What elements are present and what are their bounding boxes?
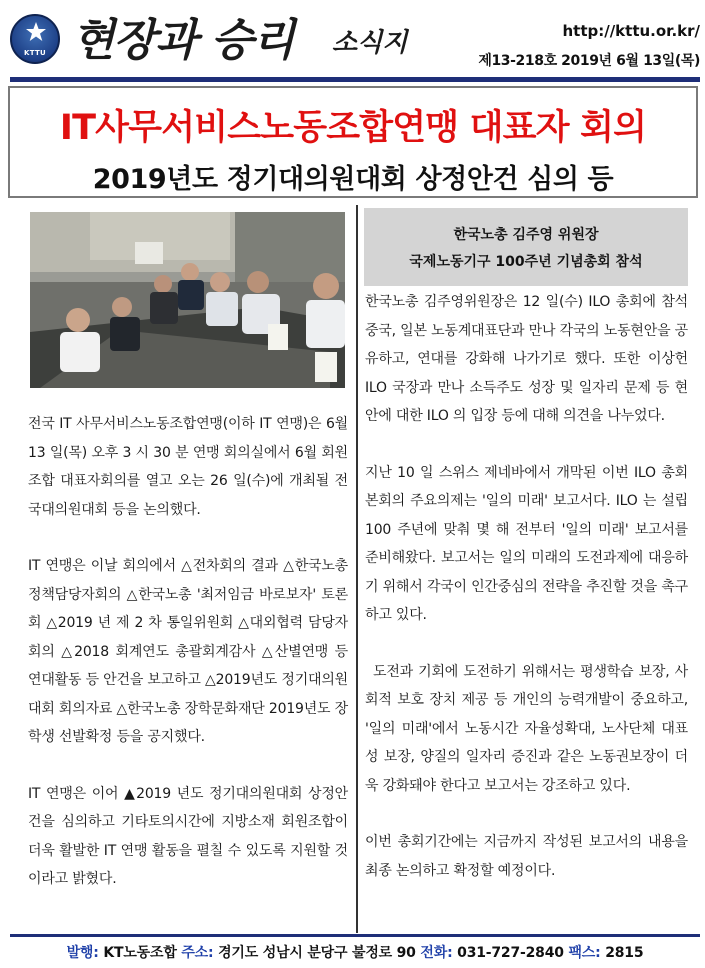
kttu-logo	[10, 14, 60, 64]
article-paragraph: 도전과 기회에 도전하기 위해서는 평생학습 보장, 사회적 보호 장치 제공 등 개인의 능력개발이 중요하고, '일의 미래'에서 노동시간 자율성확대, 노사단체 대표성 보장, 양질의 일자리 증진과 같은 노동권보장이 더욱 강화돼야 한다고 보고서는 강조하고 있다.	[365, 663, 688, 794]
phone: 031-727-2840	[457, 945, 564, 961]
meeting-photo	[30, 212, 345, 388]
address-label: 주소:	[181, 945, 214, 961]
bottom-divider	[10, 934, 700, 937]
phone-label: 전화:	[420, 945, 453, 961]
newsletter-subtitle: 소식지	[332, 28, 408, 58]
sidebar-article	[365, 288, 688, 913]
website-link[interactable]: http://kttu.or.kr/	[562, 22, 700, 40]
article-paragraph: 한국노총 김주영위원장은 12 일(수) ILO 총회에 참석 중국, 일본 노동계대표단과 만나 각국의 노동현안을 공유하고, 연대를 강화해 나가기로 했다. 또한 이상헌 ILO 국장과 만나 소득주도 성장 및 일자리 문제 등 현안에 대한 ILO 의 입장 등에 대해 의견을 나누었다.	[365, 294, 688, 424]
fax: 2815	[605, 945, 644, 961]
sidebar-title-line1: 한국노총 김주영 위원장	[453, 227, 599, 243]
article-paragraph: IT 연맹은 이날 회의에서 △전차회의 결과 △한국노총 정책담당자회의 △한국노총 '최저임금 바로보자' 토론회 △2019 년 제 2 차 통일위원회 △대외협력 담당자회의 △2018 회계연도 총괄회계감사 △산별연맹 등 연대활동 등 안건을 보고하고 △2019년도 정기대의원대회 회의자료 △한국노총 장학문화재단 2019년도 장학생 선발확정 등을 공지했다.	[28, 558, 348, 745]
footer	[10, 942, 700, 962]
top-divider	[10, 77, 700, 82]
publisher: KT노동조합	[103, 945, 177, 961]
sidebar-title-line2: 국제노동기구 100주년 기념총회 참석	[409, 254, 643, 270]
address: 경기도 성남시 분당구 불정로 90	[218, 945, 416, 961]
headline: IT사무서비스노동조합연맹 대표자 회의	[59, 108, 647, 148]
issue-date: 제13-218호 2019년 6월 13일(목)	[478, 53, 700, 69]
logo-text: KTTU	[23, 49, 47, 57]
fax-label: 팩스:	[568, 945, 601, 961]
article-paragraph: IT 연맹은 이어 ▲2019 년도 정기대의원대회 상정안건을 심의하고 기타토의시간에 지방소재 회원조합이 더욱 활발한 IT 연맹 활동을 펼칠 수 있도록 지원할 것이라고 밝혔다.	[28, 785, 348, 887]
article-paragraph: 전국 IT 사무서비스노동조합연맹(이하 IT 연맹)은 6월 13 일(목) 오후 3 시 30 분 연맹 회의실에서 6월 회원조합 대표자회의를 열고 오는 26 일(수)에 개최될 전국대의원대회 등을 논의했다.	[28, 416, 348, 518]
newsletter-title: 현장과 승리	[72, 15, 294, 66]
subheadline: 2019년도 정기대의원대회 상정안건 심의 등	[92, 164, 614, 195]
star-icon	[25, 21, 47, 43]
sidebar-header	[364, 208, 688, 286]
article-paragraph: 지난 10 일 스위스 제네바에서 개막된 이번 ILO 총회 본회의 주요의제는 '일의 미래' 보고서다. ILO 는 설립 100 주년에 맞춰 몇 해 전부터 '일의 미래' 보고서를 준비해왔다. 보고서는 일의 미래의 도전과제에 대응하기 위해서 각국이 인간중심의 전략을 추진할 것을 촉구하고 있다.	[365, 464, 688, 623]
publisher-label: 발행:	[66, 945, 99, 961]
main-article	[28, 410, 348, 922]
article-paragraph: 이번 총회기간에는 지금까지 작성된 보고서의 내용을 최종 논의하고 확정할 예정이다.	[365, 834, 688, 879]
column-divider	[356, 205, 358, 933]
